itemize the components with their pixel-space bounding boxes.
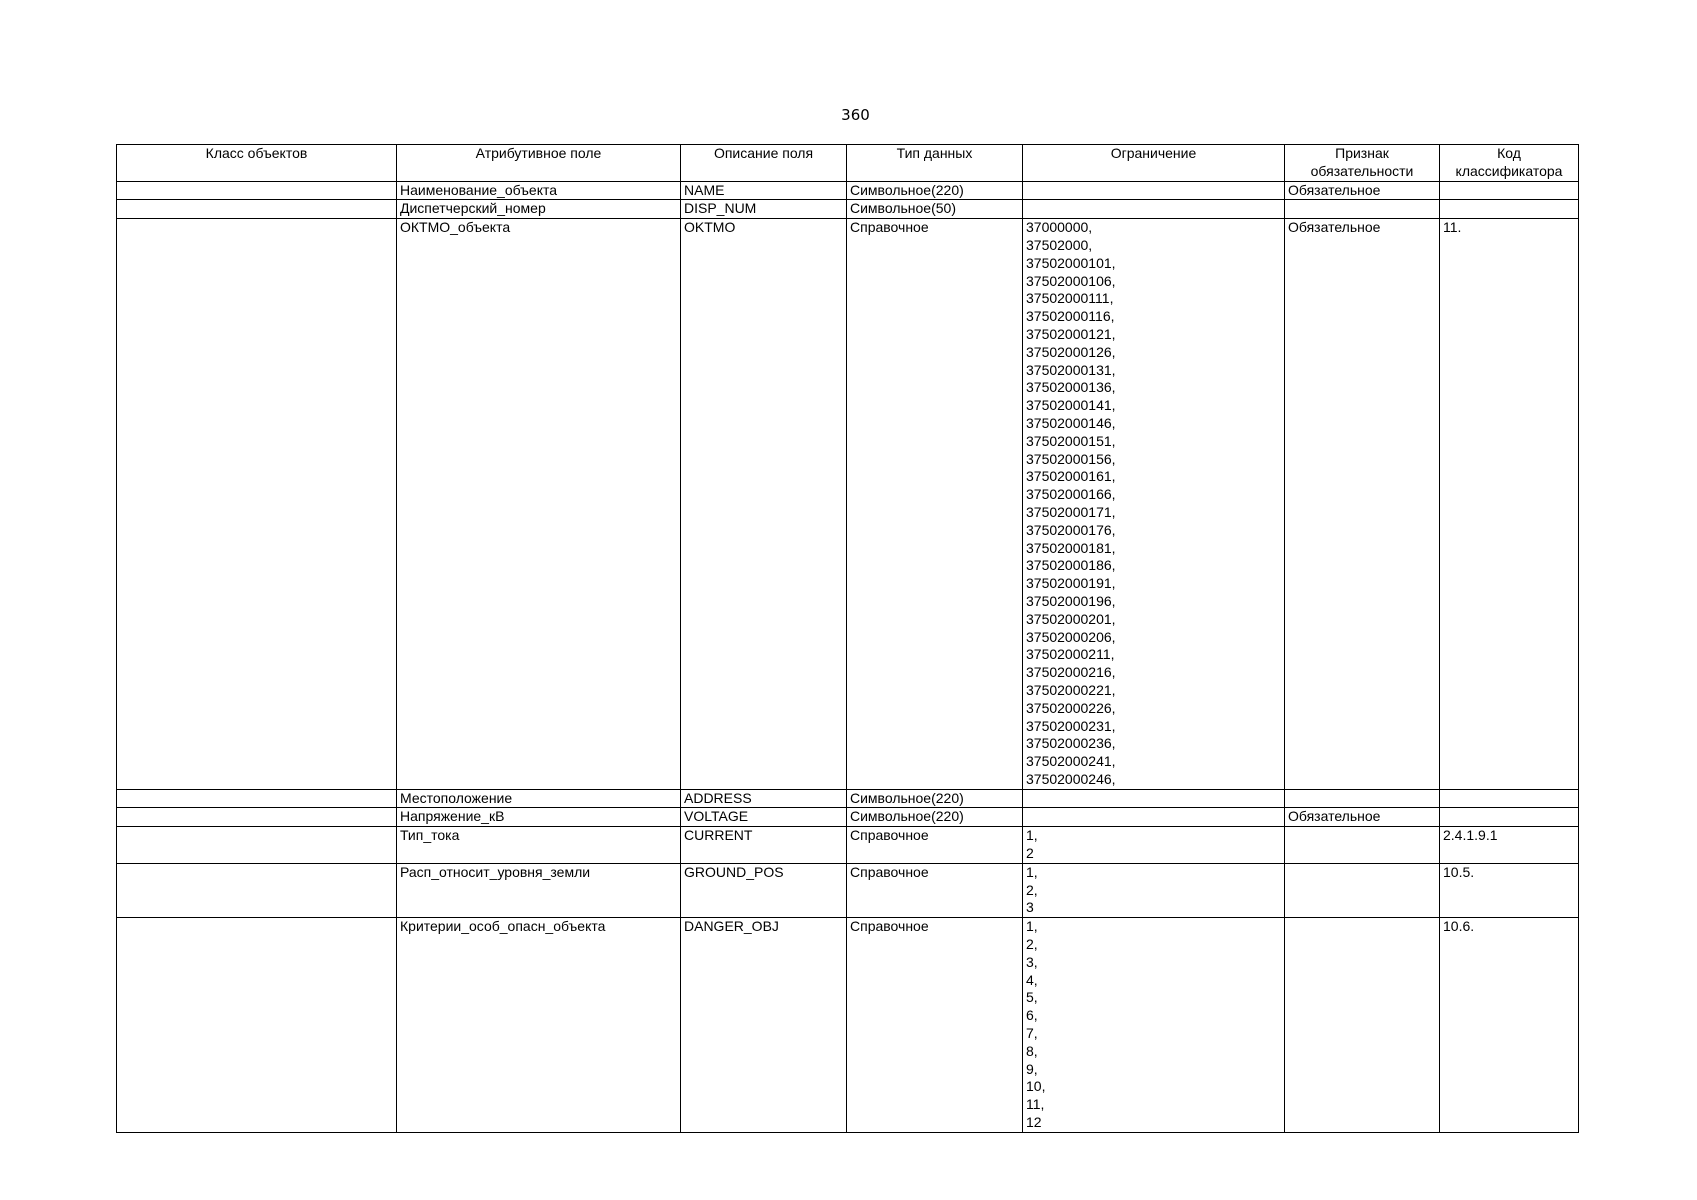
cell-class	[117, 200, 397, 219]
cell-constraint	[1023, 200, 1285, 219]
cell-required	[1285, 789, 1440, 808]
cell-type: Справочное	[847, 863, 1023, 917]
cell-description: OKTMO	[681, 219, 847, 790]
cell-description: ADDRESS	[681, 789, 847, 808]
cell-code: 2.4.1.9.1	[1440, 827, 1579, 864]
cell-constraint: 1, 2, 3, 4, 5, 6, 7, 8, 9, 10, 11, 12	[1023, 918, 1285, 1133]
cell-class	[117, 219, 397, 790]
cell-required	[1285, 200, 1440, 219]
table-row	[117, 918, 1579, 1133]
cell-class	[117, 918, 397, 1133]
table-row	[117, 181, 1579, 200]
cell-class	[117, 181, 397, 200]
cell-constraint	[1023, 181, 1285, 200]
header-constraint: Ограничение	[1023, 145, 1285, 182]
table-row	[117, 863, 1579, 917]
header-data-type: Тип данных	[847, 145, 1023, 182]
cell-constraint	[1023, 789, 1285, 808]
cell-class	[117, 808, 397, 827]
cell-code	[1440, 808, 1579, 827]
header-object-class: Класс объектов	[117, 145, 397, 182]
table-row	[117, 200, 1579, 219]
cell-required: Обязательное	[1285, 181, 1440, 200]
cell-required	[1285, 863, 1440, 917]
cell-required: Обязательное	[1285, 808, 1440, 827]
page-number: 360	[841, 106, 870, 124]
cell-class	[117, 789, 397, 808]
cell-type: Символьное(50)	[847, 200, 1023, 219]
cell-code: 11.	[1440, 219, 1579, 790]
cell-attribute: Наименование_объекта	[397, 181, 681, 200]
table-header-row	[117, 145, 1579, 182]
cell-constraint	[1023, 808, 1285, 827]
cell-code	[1440, 200, 1579, 219]
cell-description: VOLTAGE	[681, 808, 847, 827]
cell-type: Справочное	[847, 918, 1023, 1133]
cell-attribute: Расп_относит_уровня_земли	[397, 863, 681, 917]
cell-type: Справочное	[847, 219, 1023, 790]
header-classifier-code: Код классификатора	[1440, 145, 1579, 182]
cell-code	[1440, 181, 1579, 200]
cell-type: Символьное(220)	[847, 181, 1023, 200]
cell-attribute: Напряжение_кВ	[397, 808, 681, 827]
cell-attribute: ОКТМО_объекта	[397, 219, 681, 790]
cell-description: NAME	[681, 181, 847, 200]
cell-code	[1440, 789, 1579, 808]
cell-required: Обязательное	[1285, 219, 1440, 790]
cell-constraint: 1, 2, 3	[1023, 863, 1285, 917]
cell-class	[117, 827, 397, 864]
cell-constraint: 37000000, 37502000, 37502000101, 37502000106, 37502000111, 37502000116, 37502000121, 37502000126, 37502000131, 37502000136, 37502000141, 37502000146, 37502000151, 37502000156, 37502000161, 37502000166, 37502000171, 37502000176, 37502000181, 37502000186, 37502000191, 37502000196, 37502000201, 37502000206, 37502000211, 37502000216, 37502000221, 37502000226, 37502000231, 37502000236, 37502000241, 37502000246,	[1023, 219, 1285, 790]
cell-description: CURRENT	[681, 827, 847, 864]
header-required-flag: Признак обязательности	[1285, 145, 1440, 182]
cell-description: GROUND_POS	[681, 863, 847, 917]
header-field-description: Описание поля	[681, 145, 847, 182]
cell-description: DANGER_OBJ	[681, 918, 847, 1133]
attributes-table	[116, 144, 1579, 1133]
cell-required	[1285, 918, 1440, 1133]
cell-type: Символьное(220)	[847, 808, 1023, 827]
table-row	[117, 789, 1579, 808]
cell-code: 10.6.	[1440, 918, 1579, 1133]
header-attribute-field: Атрибутивное поле	[397, 145, 681, 182]
cell-type: Символьное(220)	[847, 789, 1023, 808]
cell-attribute: Критерии_особ_опасн_объекта	[397, 918, 681, 1133]
cell-attribute: Тип_тока	[397, 827, 681, 864]
cell-required	[1285, 827, 1440, 864]
cell-attribute: Диспетчерский_номер	[397, 200, 681, 219]
cell-class	[117, 863, 397, 917]
table-row	[117, 219, 1579, 790]
table-row	[117, 808, 1579, 827]
cell-description: DISP_NUM	[681, 200, 847, 219]
cell-type: Справочное	[847, 827, 1023, 864]
cell-constraint: 1, 2	[1023, 827, 1285, 864]
cell-attribute: Местоположение	[397, 789, 681, 808]
table-row	[117, 827, 1579, 864]
cell-code: 10.5.	[1440, 863, 1579, 917]
